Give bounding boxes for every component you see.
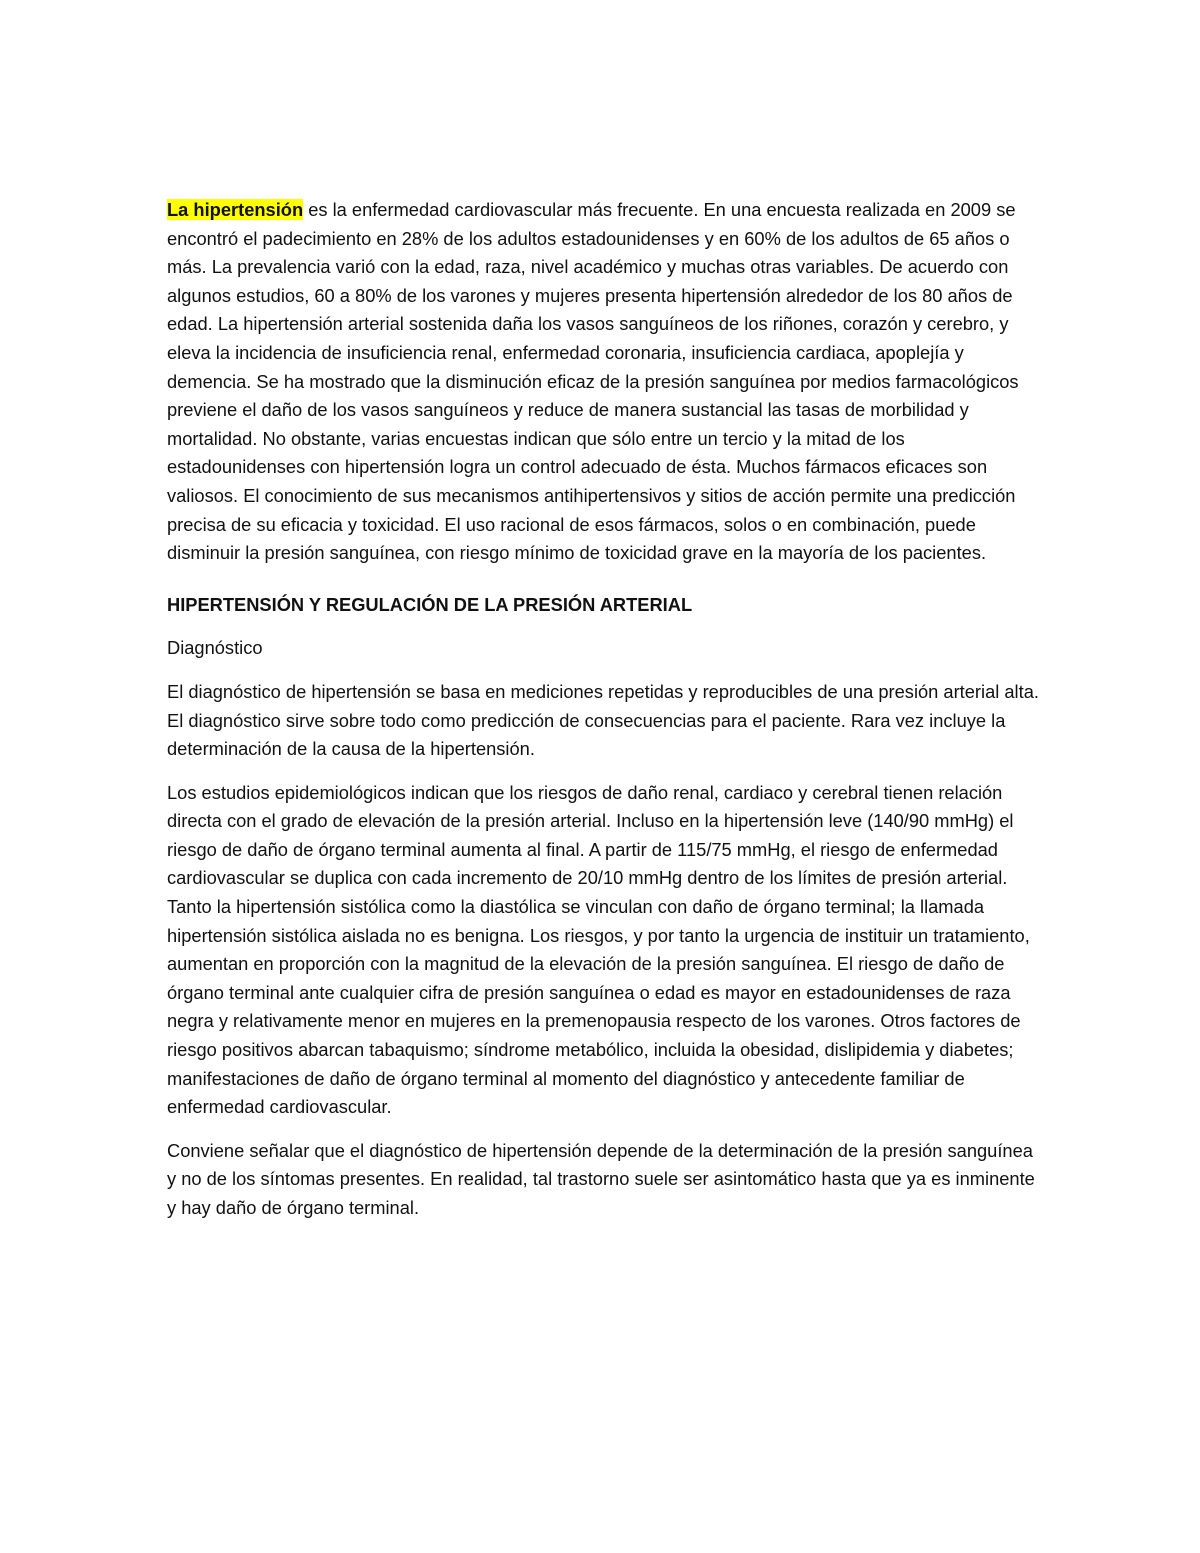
- intro-paragraph: [167, 196, 1039, 568]
- subsection-heading: Diagnóstico: [167, 637, 263, 659]
- highlighted-term: La hipertensión: [167, 199, 304, 220]
- intro-text: es la enfermedad cardiovascular más frecuente. En una encuesta realizada en 2009 se encontró el padecimiento en 28% de los adultos estadounidenses y en 60% de los adultos de 65 años o más. La prevalencia varió con la edad, raza, nivel académico y muchas otras variables. De acuerdo con algunos estudios, 60 a 80% de los varones y mujeres presenta hipertensión alrededor de los 80 años de edad. La hipertensión arterial sostenida daña los vasos sanguíneos de los riñones, corazón y cerebro, y eleva la incidencia de insuficiencia renal, enfermedad coronaria, insuficiencia cardiaca, apoplejía y demencia. Se ha mostrado que la disminución eficaz de la presión sanguínea por medios farmacológicos previene el daño de los vasos sanguíneos y reduce de manera sustancial las tasas de morbilidad y mortalidad. No obstante, varias encuestas indican que sólo entre un tercio y la mitad de los estadounidenses con hipertensión logra un control adecuado de ésta. Muchos fármacos eficaces son valiosos. El conocimiento de sus mecanismos antihipertensivos y sitios de acción permite una predicción precisa de su eficacia y toxicidad. El uso racional de esos fármacos, solos o en combinación, puede disminuir la presión sanguínea, con riesgo mínimo de toxicidad grave en la mayoría de los pacientes.: [167, 199, 1019, 564]
- body-paragraph-conclusion: Conviene señalar que el diagnóstico de hipertensión depende de la determinación de la presión sanguínea y no de los síntomas presentes. En realidad, tal trastorno suele ser asintomático hasta que ya es inminente y hay daño de órgano terminal.: [167, 1139, 1035, 1218]
- section-heading: HIPERTENSIÓN Y REGULACIÓN DE LA PRESIÓN ARTERIAL: [167, 593, 693, 615]
- document-body: [167, 196, 1039, 1223]
- body-paragraph-epidemiology: Los estudios epidemiológicos indican que los riesgos de daño renal, cardiaco y cerebral tienen relación directa con el grado de elevación de la presión arterial. Incluso en la hipertensión leve (140/90 mmHg) el riesgo de daño de órgano terminal aumenta al final. A partir de 115/75 mmHg, el riesgo de enfermedad cardiovascular se duplica con cada incremento de 20/10 mmHg dentro de los límites de presión arterial. Tanto la hipertensión sistólica como la diastólica se vinculan con daño de órgano terminal; la llamada hipertensión sistólica aislada no es benigna. Los riesgos, y por tanto la urgencia de instituir un tratamiento, aumentan en proporción con la magnitud de la elevación de la presión sanguínea. El riesgo de daño de órgano terminal ante cualquier cifra de presión sanguínea o edad es mayor en estadounidenses de raza negra y relativamente menor en mujeres en la premenopausia respecto de los varones. Otros factores de riesgo positivos abarcan tabaquismo; síndrome metabólico, incluida la obesidad, dislipidemia y diabetes; manifestaciones de daño de órgano terminal al momento del diagnóstico y antecedente familiar de enfermedad cardiovascular.: [167, 781, 1030, 1118]
- body-paragraph-diagnosis: El diagnóstico de hipertensión se basa en mediciones repetidas y reproducibles de una presión arterial alta. El diagnóstico sirve sobre todo como predicción de consecuencias para el paciente. Rara vez incluye la determinación de la causa de la hipertensión.: [167, 680, 1039, 760]
